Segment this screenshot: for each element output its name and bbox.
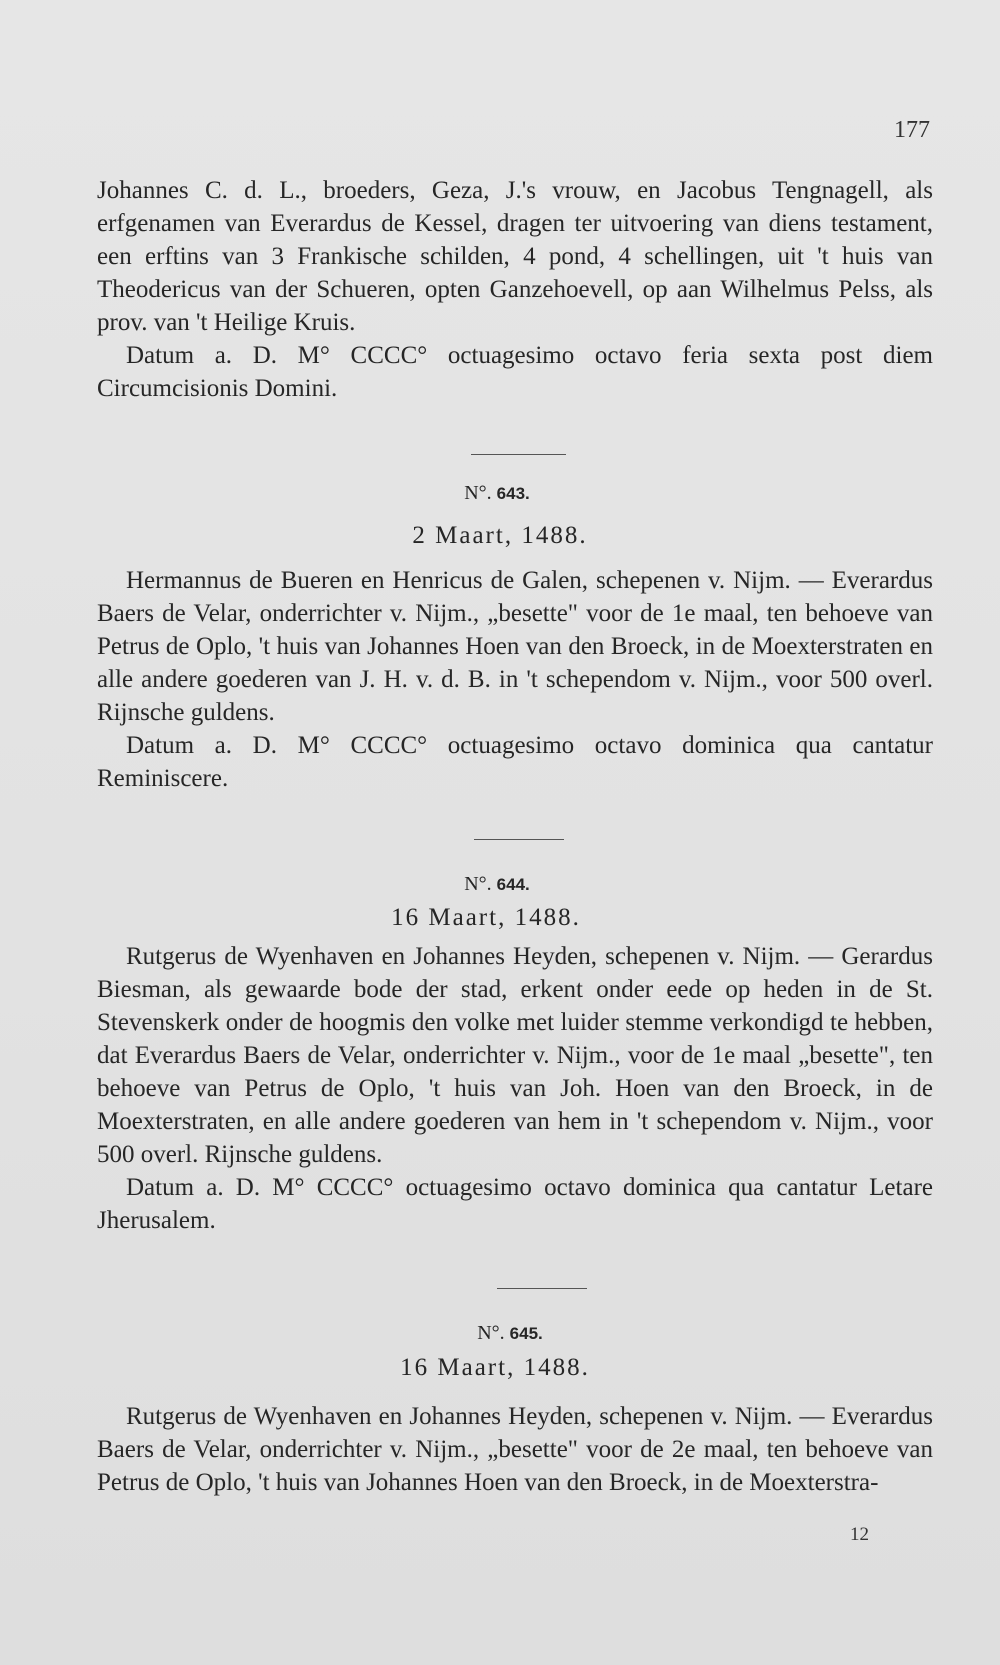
section-divider — [497, 1288, 587, 1289]
charter-644 — [97, 940, 933, 1237]
charter-dating-clause: Datum a. D. M° CCCC° octuagesimo octavo dominica qua cantatur Reminiscere. — [97, 732, 933, 792]
charter-date: 16 Maart, 1488. — [391, 904, 581, 931]
charter-date: 2 Maart, 1488. — [412, 522, 588, 549]
number-prefix: N°. — [464, 482, 492, 504]
charter-body: Rutgerus de Wyenhaven en Johannes Heyden, schepenen v. Nijm. — Gerardus Biesman, als gewaarde bode der stad, erkent onder eede op heden in de St. Stevenskerk onder de hoogmis den volke met luider stemme verkondigd te hebben, dat Everardus Baers de Velar, onderrichter v. Nijm., voor de 1e maal „besette", ten behoeve van Petrus de Oplo, 't huis van Joh. Hoen van den Broeck, in de Moexterstraten, en alle andere goederen van hem in 't schependom v. Nijm., voor 500 overl. Rijnsche guldens. — [97, 943, 933, 1168]
number-value: 645. — [509, 1324, 543, 1343]
charter-number — [10, 1322, 1000, 1345]
section-divider — [471, 454, 566, 455]
number-value: 644. — [496, 875, 530, 894]
charter-body: Johannes C. d. L., broeders, Geza, J.'s vrouw, en Jacobus Tengnagell, als erfgenamen van Everardus de Kessel, dragen ter uitvoering van diens testament, een erftins van 3 Frankische schilden, 4 pond, 4 schellingen, uit 't huis van Theodericus van der Schueren, opten Ganzehoevell, op aan Wilhelmus Pelss, als prov. van 't Heilige Kruis. — [97, 177, 933, 336]
page-number: 177 — [894, 117, 930, 143]
number-prefix: N°. — [477, 1322, 505, 1344]
number-value: 643. — [496, 484, 530, 503]
charter-body: Rutgerus de Wyenhaven en Johannes Heyden, schepenen v. Nijm. — Everardus Baers de Velar, onderrichter v. Nijm., „besette" voor de 2e maal, ten behoeve van Petrus de Oplo, 't huis van Johannes Hoen van den Broeck, in de Moexterstra- — [97, 1403, 933, 1496]
section-divider — [474, 839, 564, 840]
charter-date: 16 Maart, 1488. — [400, 1354, 590, 1381]
charter-645 — [97, 1400, 933, 1499]
charter-642-continuation — [97, 174, 933, 405]
charter-dating-clause: Datum a. D. M° CCCC° octuagesimo octavo dominica qua cantatur Letare Jherusalem. — [97, 1174, 933, 1234]
number-prefix: N°. — [464, 873, 492, 895]
charter-body: Hermannus de Bueren en Henricus de Galen, schepenen v. Nijm. — Everardus Baers de Velar, onderrichter v. Nijm., „besette" voor de 1e maal, ten behoeve van Petrus de Oplo, 't huis van Johannes Hoen van den Broeck, in de Moexterstraten en alle andere goederen van J. H. v. d. B. in 't schependom v. Nijm., voor 500 overl. Rijnsche guldens. — [97, 567, 933, 726]
charter-number — [0, 482, 997, 505]
charter-dating-clause: Datum a. D. M° CCCC° octuagesimo octavo feria sexta post diem Circumcisionis Domini. — [97, 342, 933, 402]
charter-643 — [97, 564, 933, 795]
charter-number — [0, 873, 997, 896]
signature-mark: 12 — [850, 1524, 869, 1545]
